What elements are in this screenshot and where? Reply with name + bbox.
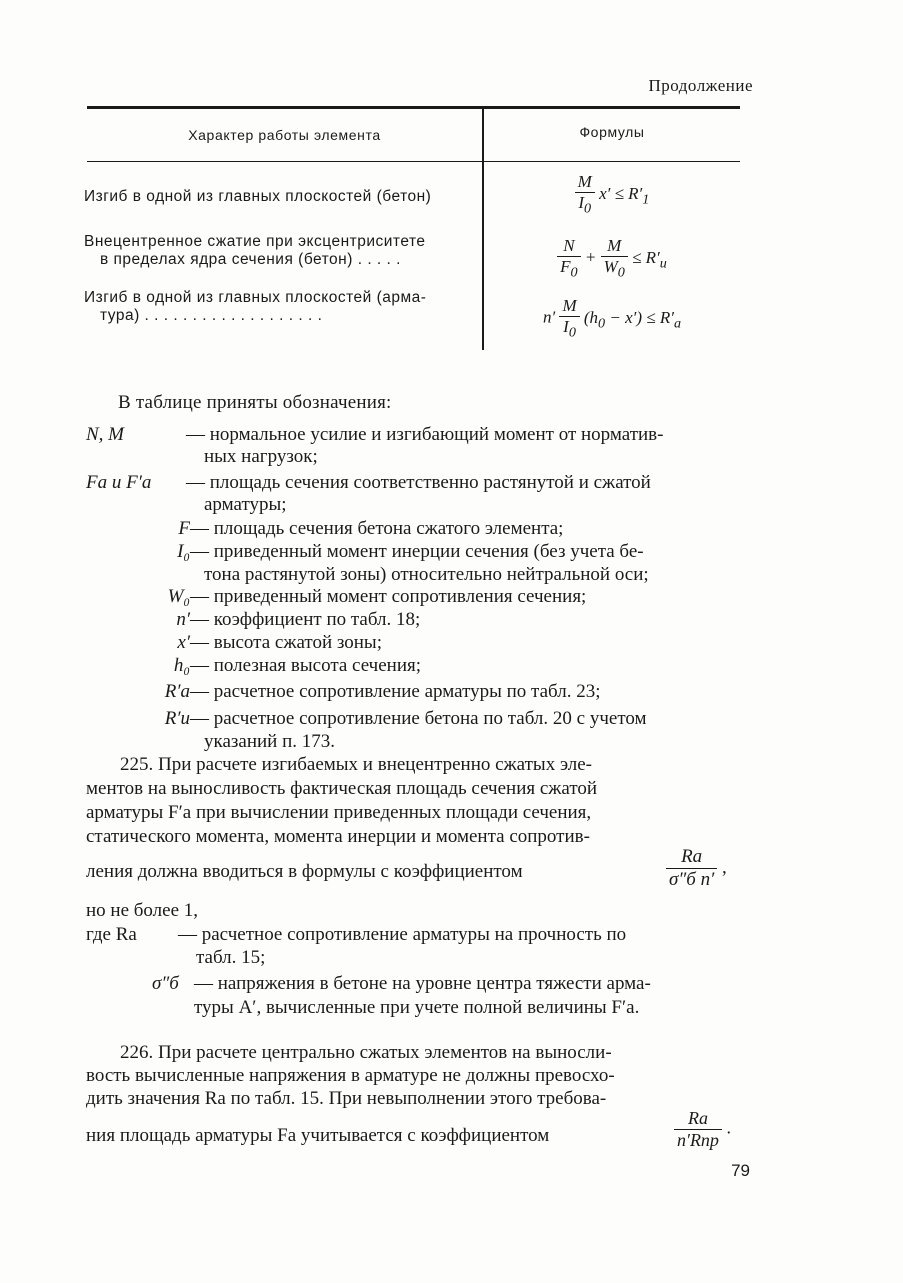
table-row-1-formula: $\frac{M}{I_0}$ $x' \le R'_1$: [484, 172, 740, 217]
table-header-rule: [87, 161, 740, 162]
legend-definition: — коэффициент по табл. 18;: [190, 609, 421, 630]
coefficient-numerator: Rа: [666, 846, 717, 869]
legend-definition: — площадь сечения соответственно растянутой и сжатой: [186, 472, 651, 493]
legend-definition-cont: указаний п. 173.: [204, 731, 335, 752]
where-symbol: σ″б: [152, 973, 179, 994]
legend-definition-cont: ных нагрузок;: [204, 446, 318, 467]
para-225-line-3: арматуры F′а при вычислении приведенных площади сечения,: [86, 802, 592, 823]
legend-symbol: h₀: [173, 655, 190, 676]
table-row-3-line2: тура) . . . . . . . . . . . . . . . . . . .: [100, 307, 323, 324]
legend-definition: — полезная высота сечения;: [190, 655, 422, 676]
legend-definition: — приведенный момент сопротивления сечения;: [190, 586, 587, 607]
para-226-coefficient: [674, 1108, 731, 1151]
para-226-line-4: ния площадь арматуры Fа учитывается с коэффициентом: [86, 1125, 550, 1146]
para-225-line-4: статического момента, момента инерции и момента сопротив-: [86, 826, 590, 847]
legend-symbol: R′а: [164, 681, 190, 702]
legend-definition: — высота сжатой зоны;: [190, 632, 382, 653]
para-226-line-1: 226. При расчете центрально сжатых элементов на выносли-: [120, 1042, 612, 1063]
table-row-2-formula: $\frac{N}{F_0}$ + $\frac{M}{W_0}$ ≤ $R'_и$: [484, 236, 740, 281]
legend-definition: — расчетное сопротивление арматуры по табл. 23;: [190, 681, 601, 702]
para-225-line-5: ления должна вводиться в формулы с коэффициентом: [86, 861, 523, 882]
legend-definition: — расчетное сопротивление бетона по табл. 20 с учетом: [190, 708, 647, 729]
legend-intro: В таблице приняты обозначения:: [118, 392, 392, 413]
table-row-2-text: [84, 233, 480, 269]
legend-symbol: N, M: [86, 424, 124, 445]
para-226-line-3: дить значения Rа по табл. 15. При невыполнении этого требова-: [86, 1088, 607, 1109]
legend-definition-cont: тона растянутой зоны) относительно нейтральной оси;: [204, 564, 649, 585]
where-definition: — напряжения в бетоне на уровне центра тяжести арма-: [194, 973, 651, 994]
legend-symbol: Fа и F′а: [86, 472, 152, 493]
table-col-header-formulas: Формулы: [579, 124, 645, 140]
para-225-line-6: но не более 1,: [86, 900, 199, 921]
legend-definition: — приведенный момент инерции сечения (без учета бе-: [190, 541, 644, 562]
legend-definition-cont: арматуры;: [204, 494, 287, 515]
continuation-label: Продолжение: [648, 76, 753, 95]
table-row-2-line1: Внецентренное сжатие при эксцентриситете: [84, 233, 426, 250]
table-row-1-text: Изгиб в одной из главных плоскостей (бетон): [84, 188, 432, 205]
para-225-line-2: ментов на выносливость фактическая площадь сечения сжатой: [86, 778, 598, 799]
legend-symbol: x′: [177, 632, 190, 653]
legend-symbol: F: [178, 518, 190, 539]
table-row-2-line2: в пределах ядра сечения (бетон) . . . . .: [100, 251, 401, 268]
legend-definition: — площадь сечения бетона сжатого элемента;: [190, 518, 564, 539]
coefficient-period: .: [726, 1117, 731, 1138]
table-top-rule: [87, 106, 740, 109]
legend-symbol: n′: [176, 609, 190, 630]
table-col-header-work: Характер работы элемента: [188, 127, 381, 143]
table-row-3-text: [84, 289, 480, 325]
coefficient-numerator: Rа: [674, 1108, 722, 1130]
where-definition-cont: табл. 15;: [196, 947, 266, 968]
legend-symbol: R′и: [164, 708, 190, 729]
page-number: 79: [731, 1161, 750, 1180]
legend-symbol: W₀: [167, 586, 190, 607]
coefficient-denominator: σ″б n′: [669, 869, 715, 890]
para-225-coefficient: [666, 846, 727, 891]
coefficient-denominator: n′Rпр: [677, 1130, 719, 1150]
legend-definition: — нормальное усилие и изгибающий момент от норматив-: [186, 424, 664, 445]
coefficient-comma: ,: [722, 856, 727, 878]
table-row-3-line1: Изгиб в одной из главных плоскостей (арма-: [84, 289, 427, 306]
para-226-line-2: вость вычисленные напряжения в арматуре не должны превосхо-: [86, 1065, 615, 1086]
para-225-line-1: 225. При расчете изгибаемых и внецентренно сжатых эле-: [120, 754, 592, 775]
where-definition-cont: туры A′, вычисленные при учете полной величины F′а.: [194, 997, 640, 1018]
legend-symbol: I₀: [177, 541, 190, 562]
table-row-3-formula: n′ $\frac{M}{I_0}$ $(h_0 - x') \le R'_а$: [542, 296, 682, 341]
where-definition: — расчетное сопротивление арматуры на прочность по: [178, 924, 627, 945]
where-symbol: где Rа: [86, 924, 137, 945]
